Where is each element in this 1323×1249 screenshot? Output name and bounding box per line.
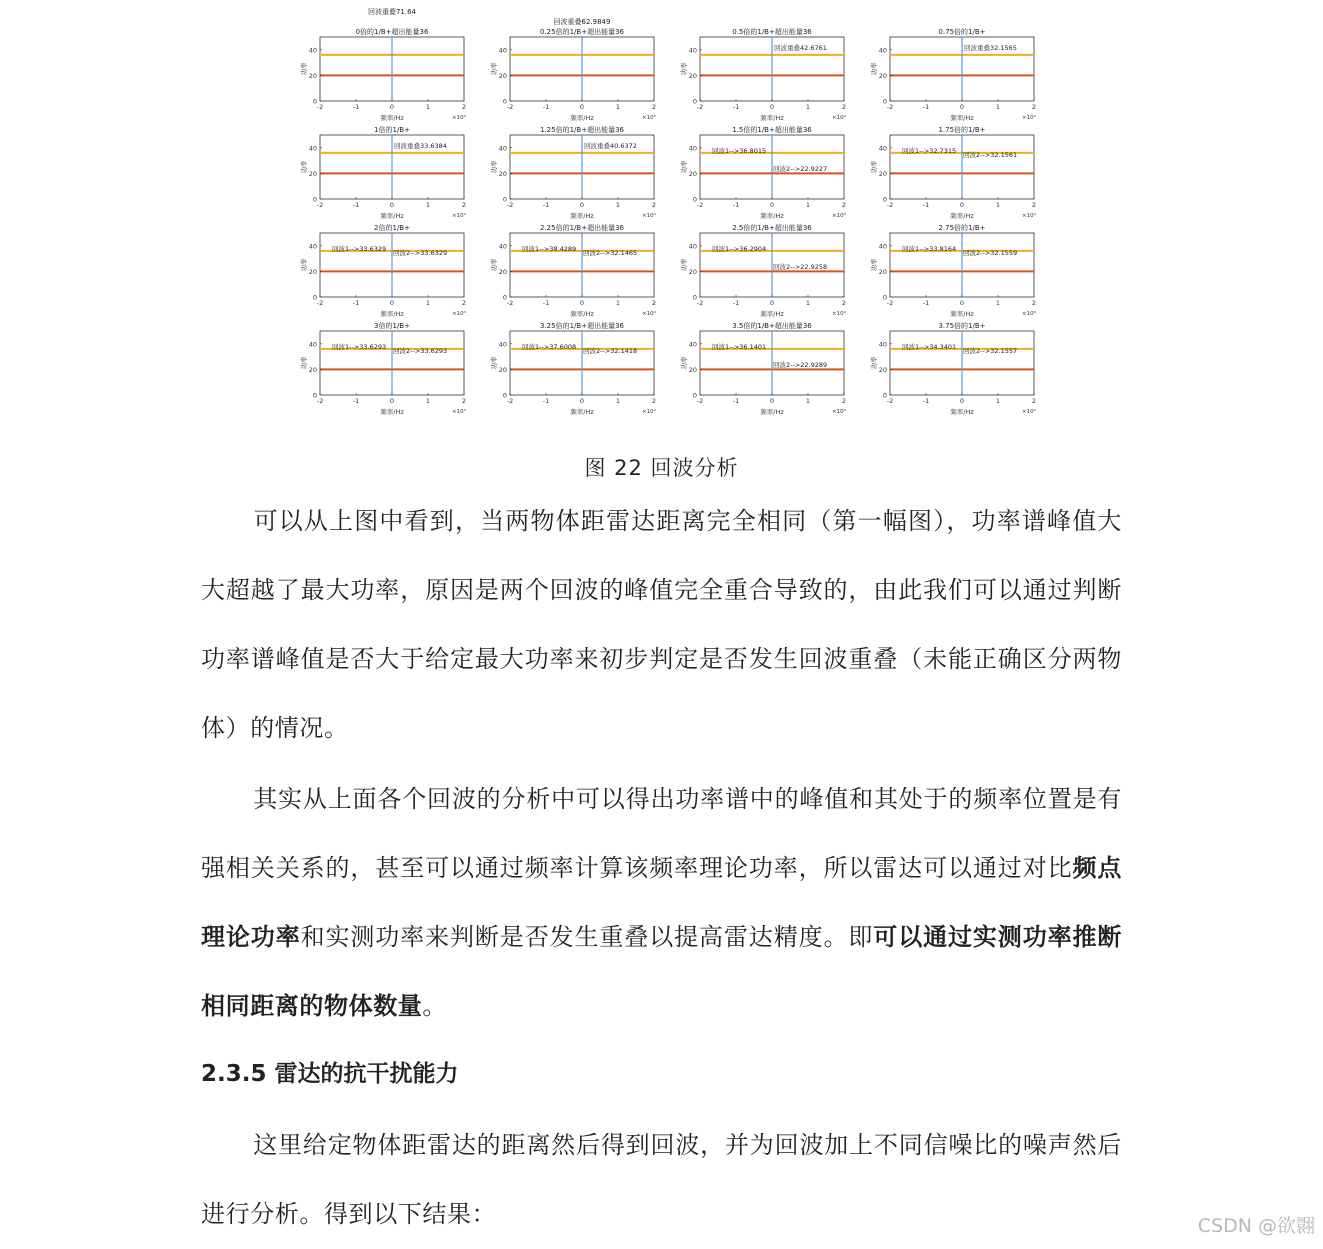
x-tick-label: -2 xyxy=(506,201,514,209)
subplot-title: 3.25倍的1/B+超出能量36 xyxy=(540,322,624,330)
y-axis-label: 功率 xyxy=(870,356,878,370)
subplot-title: 0.5倍的1/B+超出能量36 xyxy=(732,28,812,36)
x-tick-label: -1 xyxy=(352,299,360,307)
x-tick-label: -2 xyxy=(696,397,704,405)
x-exponent-label: ×10⁴ xyxy=(832,311,846,317)
x-tick-label: -1 xyxy=(542,397,550,405)
x-tick-label: 1 xyxy=(615,397,621,405)
x-tick-label: 0 xyxy=(769,201,775,209)
x-tick-label: -1 xyxy=(732,397,740,405)
x-tick-label: -2 xyxy=(316,103,324,111)
echo-1-annotation: 回波1-->33.8164 xyxy=(902,245,957,253)
x-tick-label: -1 xyxy=(922,201,930,209)
echo-annotation: 回波重叠33.6384 xyxy=(394,142,447,150)
x-tick-label: 1 xyxy=(425,103,431,111)
y-tick-label: 0 xyxy=(692,195,697,204)
x-exponent-label: ×10⁴ xyxy=(642,311,656,317)
y-tick-label: 20 xyxy=(878,169,887,178)
x-exponent-label: ×10⁴ xyxy=(452,409,466,415)
y-tick-label: 0 xyxy=(692,293,697,302)
subplot-title: 1.25倍的1/B+超出能量36 xyxy=(540,126,624,134)
y-tick-label: 20 xyxy=(498,169,507,178)
echo-2-annotation: 回波2-->32.1559 xyxy=(963,249,1018,257)
subplot-title: 2.25倍的1/B+超出能量36 xyxy=(540,224,624,232)
x-tick-label: 0 xyxy=(959,201,965,209)
x-exponent-label: ×10⁴ xyxy=(1022,115,1036,121)
x-tick-label: 2 xyxy=(841,201,847,209)
x-tick-label: 2 xyxy=(841,397,847,405)
y-tick-label: 20 xyxy=(688,365,697,374)
x-axis-label: 频率/Hz xyxy=(570,212,594,220)
x-tick-label: 0 xyxy=(389,299,395,307)
y-axis-label: 功率 xyxy=(870,62,878,76)
x-tick-label: -2 xyxy=(886,201,894,209)
x-exponent-label: ×10⁴ xyxy=(642,409,656,415)
x-tick-label: 1 xyxy=(425,201,431,209)
x-tick-label: 1 xyxy=(615,103,621,111)
y-tick-label: 0 xyxy=(312,391,317,400)
x-axis-label: 频率/Hz xyxy=(950,114,974,122)
y-axis-label: 功率 xyxy=(680,160,688,174)
x-tick-label: 0 xyxy=(579,397,585,405)
echo-1-annotation: 回波1-->32.7315 xyxy=(902,147,957,155)
x-tick-label: -2 xyxy=(886,103,894,111)
echo-annotation: 回波重叠42.6761 xyxy=(774,44,827,52)
echo-2-annotation: 回波2-->32.1557 xyxy=(963,347,1018,355)
x-tick-label: -1 xyxy=(922,103,930,111)
echo-2-annotation: 回波2-->33.6293 xyxy=(393,347,448,355)
x-tick-label: 0 xyxy=(579,103,585,111)
x-axis-label: 频率/Hz xyxy=(380,212,404,220)
x-tick-label: -1 xyxy=(352,201,360,209)
y-tick-label: 40 xyxy=(878,340,887,349)
y-axis-label: 功率 xyxy=(300,62,308,76)
x-tick-label: -1 xyxy=(922,299,930,307)
y-tick-label: 20 xyxy=(878,71,887,80)
y-tick-label: 0 xyxy=(502,97,507,106)
x-axis-label: 频率/Hz xyxy=(950,212,974,220)
x-exponent-label: ×10⁴ xyxy=(452,213,466,219)
echo-2-annotation: 回波2-->22.9289 xyxy=(773,361,828,369)
y-axis-label: 功率 xyxy=(490,258,498,272)
subplot-title: 3倍的1/B+ xyxy=(374,322,410,330)
x-tick-label: 1 xyxy=(805,299,811,307)
x-tick-label: 1 xyxy=(805,201,811,209)
y-tick-label: 20 xyxy=(498,71,507,80)
x-tick-label: 1 xyxy=(805,103,811,111)
x-tick-label: 0 xyxy=(769,397,775,405)
x-tick-label: 2 xyxy=(651,299,657,307)
y-axis-label: 功率 xyxy=(300,160,308,174)
echo-1-annotation: 回波1-->36.8015 xyxy=(712,147,767,155)
paragraph-3-text: 这里给定物体距雷达的距离然后得到回波，并为回波加上不同信噪比的噪声然后进行分析。得到以下结果： xyxy=(201,1131,1122,1228)
y-tick-label: 20 xyxy=(688,169,697,178)
x-tick-label: 1 xyxy=(615,201,621,209)
y-tick-label: 0 xyxy=(312,97,317,106)
echo-2-annotation: 回波2-->32.1561 xyxy=(963,151,1018,159)
y-tick-label: 20 xyxy=(498,267,507,276)
x-tick-label: 2 xyxy=(841,299,847,307)
y-tick-label: 20 xyxy=(308,71,317,80)
echo-1-annotation: 回波1-->34.3401 xyxy=(902,343,957,351)
y-tick-label: 40 xyxy=(498,340,507,349)
x-tick-label: 1 xyxy=(425,299,431,307)
x-tick-label: 2 xyxy=(651,201,657,209)
x-tick-label: -1 xyxy=(542,103,550,111)
x-tick-label: -2 xyxy=(696,103,704,111)
y-tick-label: 20 xyxy=(688,267,697,276)
y-tick-label: 20 xyxy=(308,267,317,276)
x-exponent-label: ×10⁴ xyxy=(832,409,846,415)
echo-2-annotation: 回波2-->32.1418 xyxy=(583,347,638,355)
echo-1-annotation: 回波1-->36.2904 xyxy=(712,245,767,253)
y-axis-label: 功率 xyxy=(680,258,688,272)
echo-2-annotation: 回波2-->22.9258 xyxy=(773,263,828,271)
x-tick-label: 2 xyxy=(651,397,657,405)
echo-annotation: 回波重叠32.1565 xyxy=(964,44,1017,52)
section-heading: 2.3.5 雷达的抗干扰能力 xyxy=(201,1061,459,1087)
x-tick-label: 2 xyxy=(1031,397,1037,405)
x-tick-label: -1 xyxy=(352,103,360,111)
x-tick-label: 2 xyxy=(461,397,467,405)
x-tick-label: 0 xyxy=(769,299,775,307)
x-tick-label: 2 xyxy=(841,103,847,111)
y-axis-label: 功率 xyxy=(490,160,498,174)
y-tick-label: 20 xyxy=(308,169,317,178)
y-tick-label: 40 xyxy=(308,144,317,153)
paragraph-2-text-c: 和实测功率来判断是否发生重叠以提高雷达精度。即 xyxy=(300,923,874,951)
y-tick-label: 0 xyxy=(882,97,887,106)
y-tick-label: 40 xyxy=(498,242,507,251)
subplot-title: 1倍的1/B+ xyxy=(374,126,410,134)
paragraph-1-text: 可以从上图中看到，当两物体距雷达距离完全相同（第一幅图），功率谱峰值大大超越了最大功率，原因是两个回波的峰值完全重合导致的，由此我们可以通过判断功率谱峰值是否大于给定最大功率来初步判定是否发生回波重叠（未能正确区分两物体）的情况。 xyxy=(201,507,1122,742)
x-tick-label: -2 xyxy=(316,201,324,209)
x-exponent-label: ×10⁴ xyxy=(642,213,656,219)
x-tick-label: -1 xyxy=(542,299,550,307)
x-tick-label: -1 xyxy=(732,201,740,209)
echo-2-annotation: 回波2-->33.6329 xyxy=(393,249,448,257)
x-axis-label: 频率/Hz xyxy=(380,310,404,318)
x-axis-label: 频率/Hz xyxy=(760,114,784,122)
y-tick-label: 40 xyxy=(878,144,887,153)
y-axis-label: 功率 xyxy=(300,258,308,272)
x-tick-label: 1 xyxy=(615,299,621,307)
y-tick-label: 40 xyxy=(688,242,697,251)
x-tick-label: 0 xyxy=(769,103,775,111)
x-tick-label: 2 xyxy=(461,201,467,209)
x-tick-label: 0 xyxy=(959,103,965,111)
echo-1-annotation: 回波1-->36.1401 xyxy=(712,343,767,351)
x-tick-label: 0 xyxy=(389,103,395,111)
y-axis-label: 功率 xyxy=(870,258,878,272)
y-tick-label: 40 xyxy=(688,144,697,153)
subplot-title: 2.75倍的1/B+ xyxy=(938,224,986,232)
x-exponent-label: ×10⁴ xyxy=(452,115,466,121)
x-axis-label: 频率/Hz xyxy=(570,114,594,122)
x-tick-label: 0 xyxy=(389,397,395,405)
x-exponent-label: ×10⁴ xyxy=(1022,311,1036,317)
x-exponent-label: ×10⁴ xyxy=(832,213,846,219)
paragraph-2-bold-a: 频点理论功率 xyxy=(201,854,1122,951)
y-tick-label: 0 xyxy=(882,293,887,302)
subplot-top-annotation: 回波重叠71.64 xyxy=(367,8,417,16)
x-axis-label: 频率/Hz xyxy=(950,408,974,416)
y-tick-label: 40 xyxy=(688,340,697,349)
y-axis-label: 功率 xyxy=(300,356,308,370)
subplot-title: 3.75倍的1/B+ xyxy=(938,322,986,330)
x-tick-label: 0 xyxy=(959,397,965,405)
x-axis-label: 频率/Hz xyxy=(380,408,404,416)
y-tick-label: 0 xyxy=(502,391,507,400)
y-axis-label: 功率 xyxy=(870,160,878,174)
y-tick-label: 40 xyxy=(878,46,887,55)
y-tick-label: 40 xyxy=(498,144,507,153)
x-tick-label: -1 xyxy=(542,201,550,209)
y-axis-label: 功率 xyxy=(490,62,498,76)
subplot-title: 2倍的1/B+ xyxy=(374,224,410,232)
paragraph-2-text-e: 。 xyxy=(422,992,448,1020)
paragraph-2-bold-b: 可以通过实测功率推断相同距离的物体数量 xyxy=(201,923,1122,1020)
x-tick-label: 2 xyxy=(651,103,657,111)
x-tick-label: 2 xyxy=(1031,299,1037,307)
x-exponent-label: ×10⁴ xyxy=(832,115,846,121)
x-tick-label: 1 xyxy=(995,397,1001,405)
x-tick-label: 2 xyxy=(1031,103,1037,111)
x-tick-label: 0 xyxy=(389,201,395,209)
x-tick-label: 2 xyxy=(461,103,467,111)
subplot-top-annotation: 回波重叠62.9849 xyxy=(553,18,611,26)
x-axis-label: 频率/Hz xyxy=(760,310,784,318)
y-axis-label: 功率 xyxy=(490,356,498,370)
y-tick-label: 20 xyxy=(308,365,317,374)
y-tick-label: 40 xyxy=(688,46,697,55)
x-tick-label: -2 xyxy=(886,299,894,307)
x-tick-label: -2 xyxy=(696,201,704,209)
x-exponent-label: ×10⁴ xyxy=(1022,409,1036,415)
x-axis-label: 频率/Hz xyxy=(760,408,784,416)
echo-1-annotation: 回波1-->33.6329 xyxy=(332,245,387,253)
x-tick-label: 2 xyxy=(461,299,467,307)
paragraph-2 xyxy=(201,765,1122,1041)
y-tick-label: 0 xyxy=(312,195,317,204)
x-tick-label: -1 xyxy=(352,397,360,405)
x-tick-label: 1 xyxy=(995,201,1001,209)
echo-1-annotation: 回波1-->38.4289 xyxy=(522,245,577,253)
y-tick-label: 40 xyxy=(308,46,317,55)
x-tick-label: -2 xyxy=(506,397,514,405)
x-exponent-label: ×10⁴ xyxy=(642,115,656,121)
subplot-title: 1.5倍的1/B+超出能量36 xyxy=(732,126,812,134)
y-tick-label: 40 xyxy=(308,340,317,349)
x-tick-label: 1 xyxy=(995,299,1001,307)
echo-1-annotation: 回波1-->33.6293 xyxy=(332,343,387,351)
figure-caption: 图 22 回波分析 xyxy=(584,456,739,480)
x-exponent-label: ×10⁴ xyxy=(452,311,466,317)
y-tick-label: 0 xyxy=(692,391,697,400)
y-tick-label: 0 xyxy=(882,195,887,204)
x-tick-label: 1 xyxy=(805,397,811,405)
x-tick-label: -1 xyxy=(732,103,740,111)
subplot-title: 0倍的1/B+超出能量36 xyxy=(355,28,429,36)
x-tick-label: 1 xyxy=(995,103,1001,111)
echo-1-annotation: 回波1-->37.6008 xyxy=(522,343,577,351)
y-tick-label: 20 xyxy=(688,71,697,80)
y-axis-label: 功率 xyxy=(680,356,688,370)
subplot-title: 1.75倍的1/B+ xyxy=(938,126,986,134)
x-axis-label: 频率/Hz xyxy=(570,408,594,416)
x-tick-label: -2 xyxy=(506,299,514,307)
x-tick-label: -2 xyxy=(886,397,894,405)
y-tick-label: 20 xyxy=(878,267,887,276)
subplot-title: 3.5倍的1/B+超出能量36 xyxy=(732,322,812,330)
x-tick-label: -2 xyxy=(316,299,324,307)
subplot-title: 2.5倍的1/B+超出能量36 xyxy=(732,224,812,232)
y-tick-label: 20 xyxy=(498,365,507,374)
paragraph-3 xyxy=(201,1111,1122,1249)
y-axis-label: 功率 xyxy=(680,62,688,76)
x-tick-label: 0 xyxy=(959,299,965,307)
x-tick-label: -2 xyxy=(506,103,514,111)
y-tick-label: 0 xyxy=(312,293,317,302)
x-axis-label: 频率/Hz xyxy=(950,310,974,318)
x-tick-label: 1 xyxy=(425,397,431,405)
y-tick-label: 0 xyxy=(692,97,697,106)
watermark: CSDN @欲翾 xyxy=(1197,1215,1315,1237)
x-axis-label: 频率/Hz xyxy=(570,310,594,318)
subplot-title: 0.25倍的1/B+超出能量36 xyxy=(540,28,624,36)
y-tick-label: 40 xyxy=(498,46,507,55)
subplot-title: 0.75倍的1/B+ xyxy=(938,28,986,36)
x-tick-label: -1 xyxy=(922,397,930,405)
y-tick-label: 0 xyxy=(882,391,887,400)
x-tick-label: -2 xyxy=(696,299,704,307)
echo-annotation: 回波重叠40.6372 xyxy=(584,142,637,150)
y-tick-label: 0 xyxy=(502,195,507,204)
x-tick-label: 2 xyxy=(1031,201,1037,209)
echo-2-annotation: 回波2-->32.1465 xyxy=(583,249,638,257)
x-tick-label: -1 xyxy=(732,299,740,307)
x-axis-label: 频率/Hz xyxy=(380,114,404,122)
paragraph-2-text-a: 其实从上面各个回波的分析中可以得出功率谱中的峰值和其处于的频率位置是有强相关关系的，甚至可以通过频率计算该频率理论功率，所以雷达可以通过对比 xyxy=(201,785,1122,882)
x-tick-label: 0 xyxy=(579,201,585,209)
y-tick-label: 0 xyxy=(502,293,507,302)
y-tick-label: 40 xyxy=(308,242,317,251)
x-exponent-label: ×10⁴ xyxy=(1022,213,1036,219)
x-axis-label: 频率/Hz xyxy=(760,212,784,220)
y-tick-label: 20 xyxy=(878,365,887,374)
echo-analysis-figure xyxy=(0,0,1323,430)
x-tick-label: -2 xyxy=(316,397,324,405)
echo-2-annotation: 回波2-->22.9227 xyxy=(773,165,828,173)
paragraph-1 xyxy=(201,487,1122,763)
x-tick-label: 0 xyxy=(579,299,585,307)
y-tick-label: 40 xyxy=(878,242,887,251)
